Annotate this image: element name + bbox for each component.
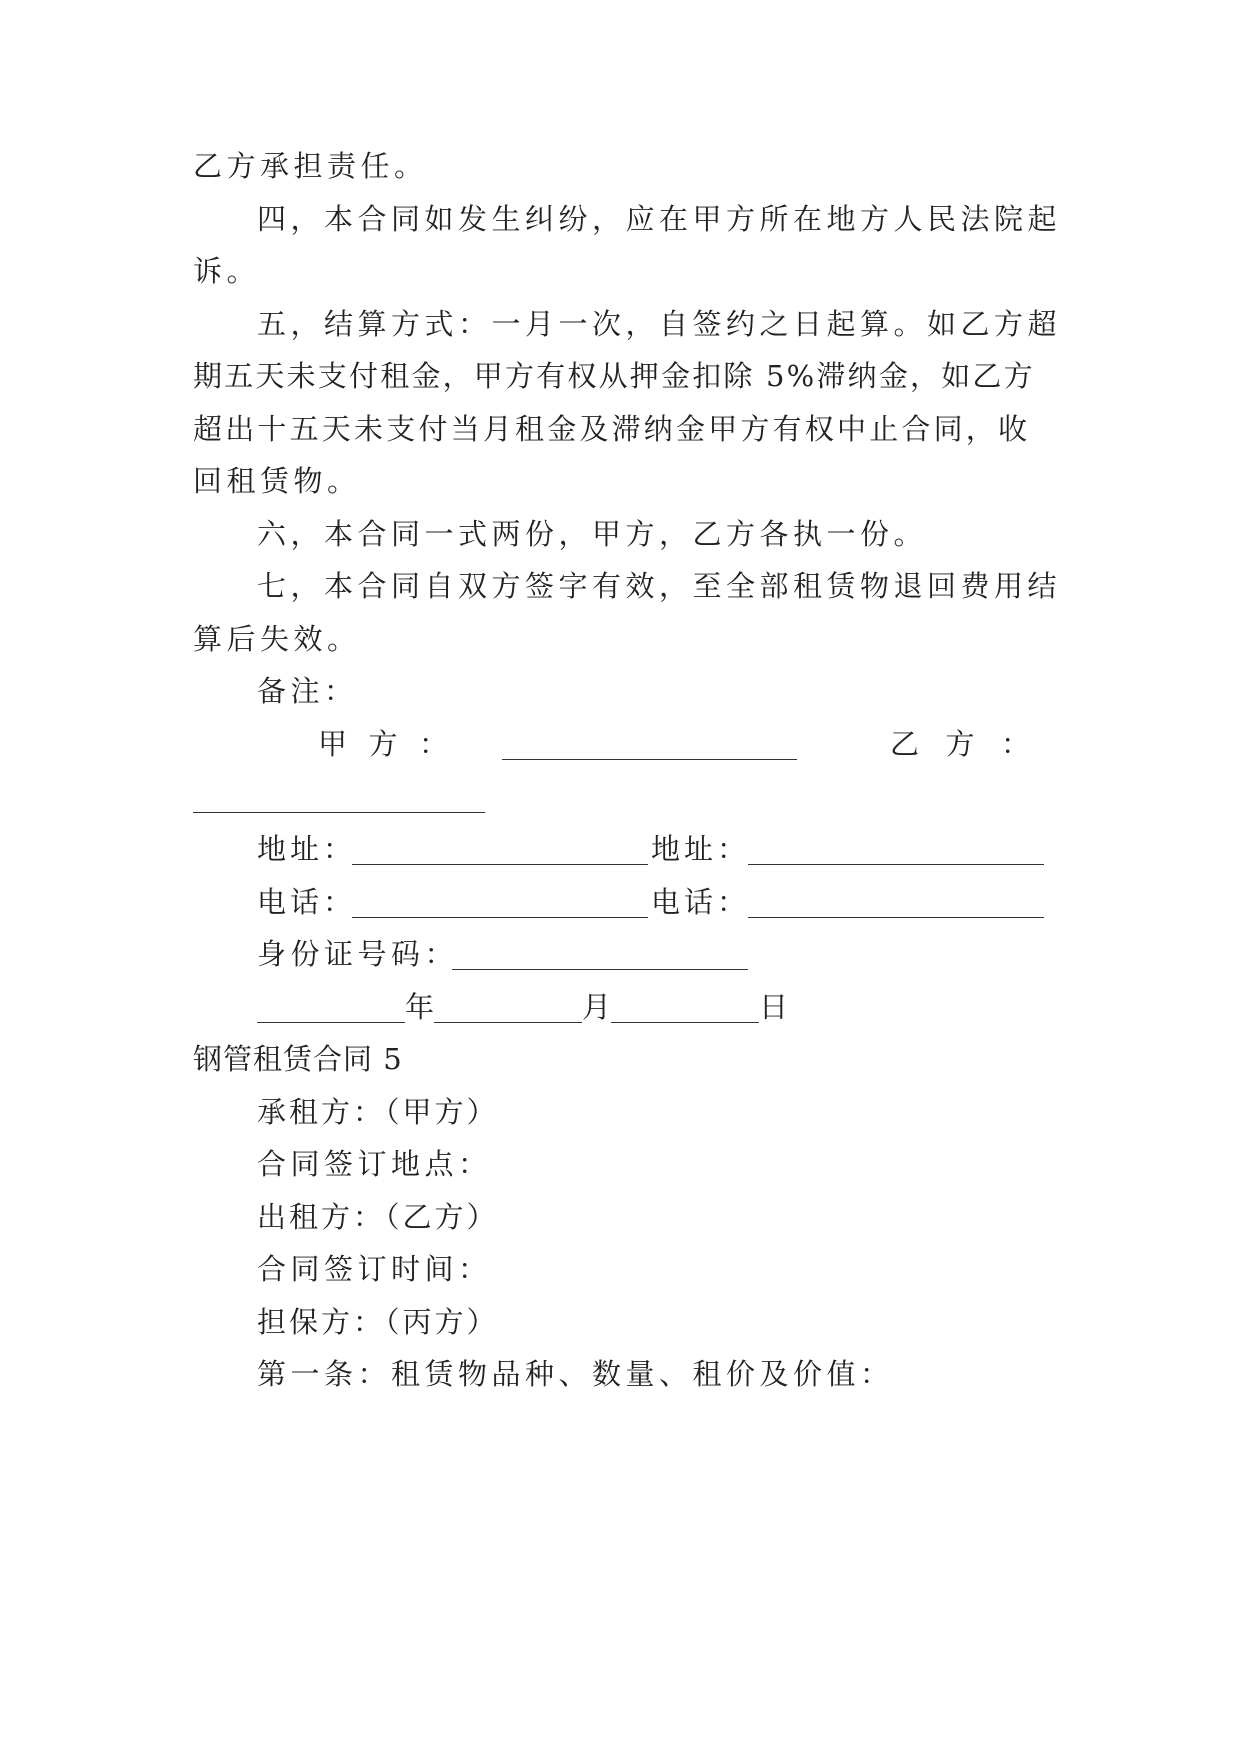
party-b-blank xyxy=(193,777,485,817)
id-number-label: 身份证号码： xyxy=(257,937,459,971)
clause-5: 五，结算方式：一月一次，自签约之日起算。如乙方超 xyxy=(257,307,1062,341)
signing-time-line: 合同签订时间： xyxy=(257,1252,492,1286)
party-a-blank xyxy=(502,724,797,764)
address-b-label: 地址： xyxy=(651,832,751,866)
paragraph-line: 期五天未支付租金，甲方有权从押金扣除 5%滞纳金，如乙方 xyxy=(193,359,1035,393)
phone-a-label: 电话： xyxy=(257,885,357,919)
paragraph-line: 超出十五天未支付当月租金及滞纳金甲方有权中止合同，收 xyxy=(193,412,1031,446)
phone-a-blank xyxy=(352,882,648,922)
lessor-line: 出租方：（乙方） xyxy=(257,1200,499,1234)
section-title: 钢管租赁合同 5 xyxy=(193,1042,403,1076)
paragraph-line: 算后失效。 xyxy=(193,622,361,656)
month-label: 月 xyxy=(582,990,612,1024)
address-a-label: 地址： xyxy=(257,832,357,866)
signing-place-line: 合同签订地点： xyxy=(257,1147,492,1181)
remarks-label: 备注： xyxy=(257,674,358,708)
paragraph-line: 诉。 xyxy=(193,254,261,288)
guarantor-line: 担保方：（丙方） xyxy=(257,1305,499,1339)
article-1-line: 第一条：租赁物品种、数量、租价及价值： xyxy=(257,1357,894,1391)
lessee-line: 承租方：（甲方） xyxy=(257,1095,499,1129)
party-b-label: 乙 方 ： xyxy=(890,727,1030,761)
paragraph-line: 回租赁物。 xyxy=(193,464,361,498)
phone-b-label: 电话： xyxy=(651,885,751,919)
address-b-blank xyxy=(748,829,1044,869)
party-a-label: 甲 方 ： xyxy=(318,727,448,761)
day-label: 日 xyxy=(759,990,789,1024)
clause-7: 七，本合同自双方签字有效，至全部租赁物退回费用结 xyxy=(257,569,1062,603)
id-number-blank xyxy=(452,934,748,974)
clause-4: 四，本合同如发生纠纷，应在甲方所在地方人民法院起 xyxy=(257,202,1062,236)
clause-6: 六，本合同一式两份，甲方，乙方各执一份。 xyxy=(257,517,928,551)
address-a-blank xyxy=(352,829,648,869)
date-line xyxy=(257,987,788,1027)
phone-b-blank xyxy=(748,882,1044,922)
year-label: 年 xyxy=(405,990,435,1024)
paragraph-line: 乙方承担责任。 xyxy=(193,149,428,183)
